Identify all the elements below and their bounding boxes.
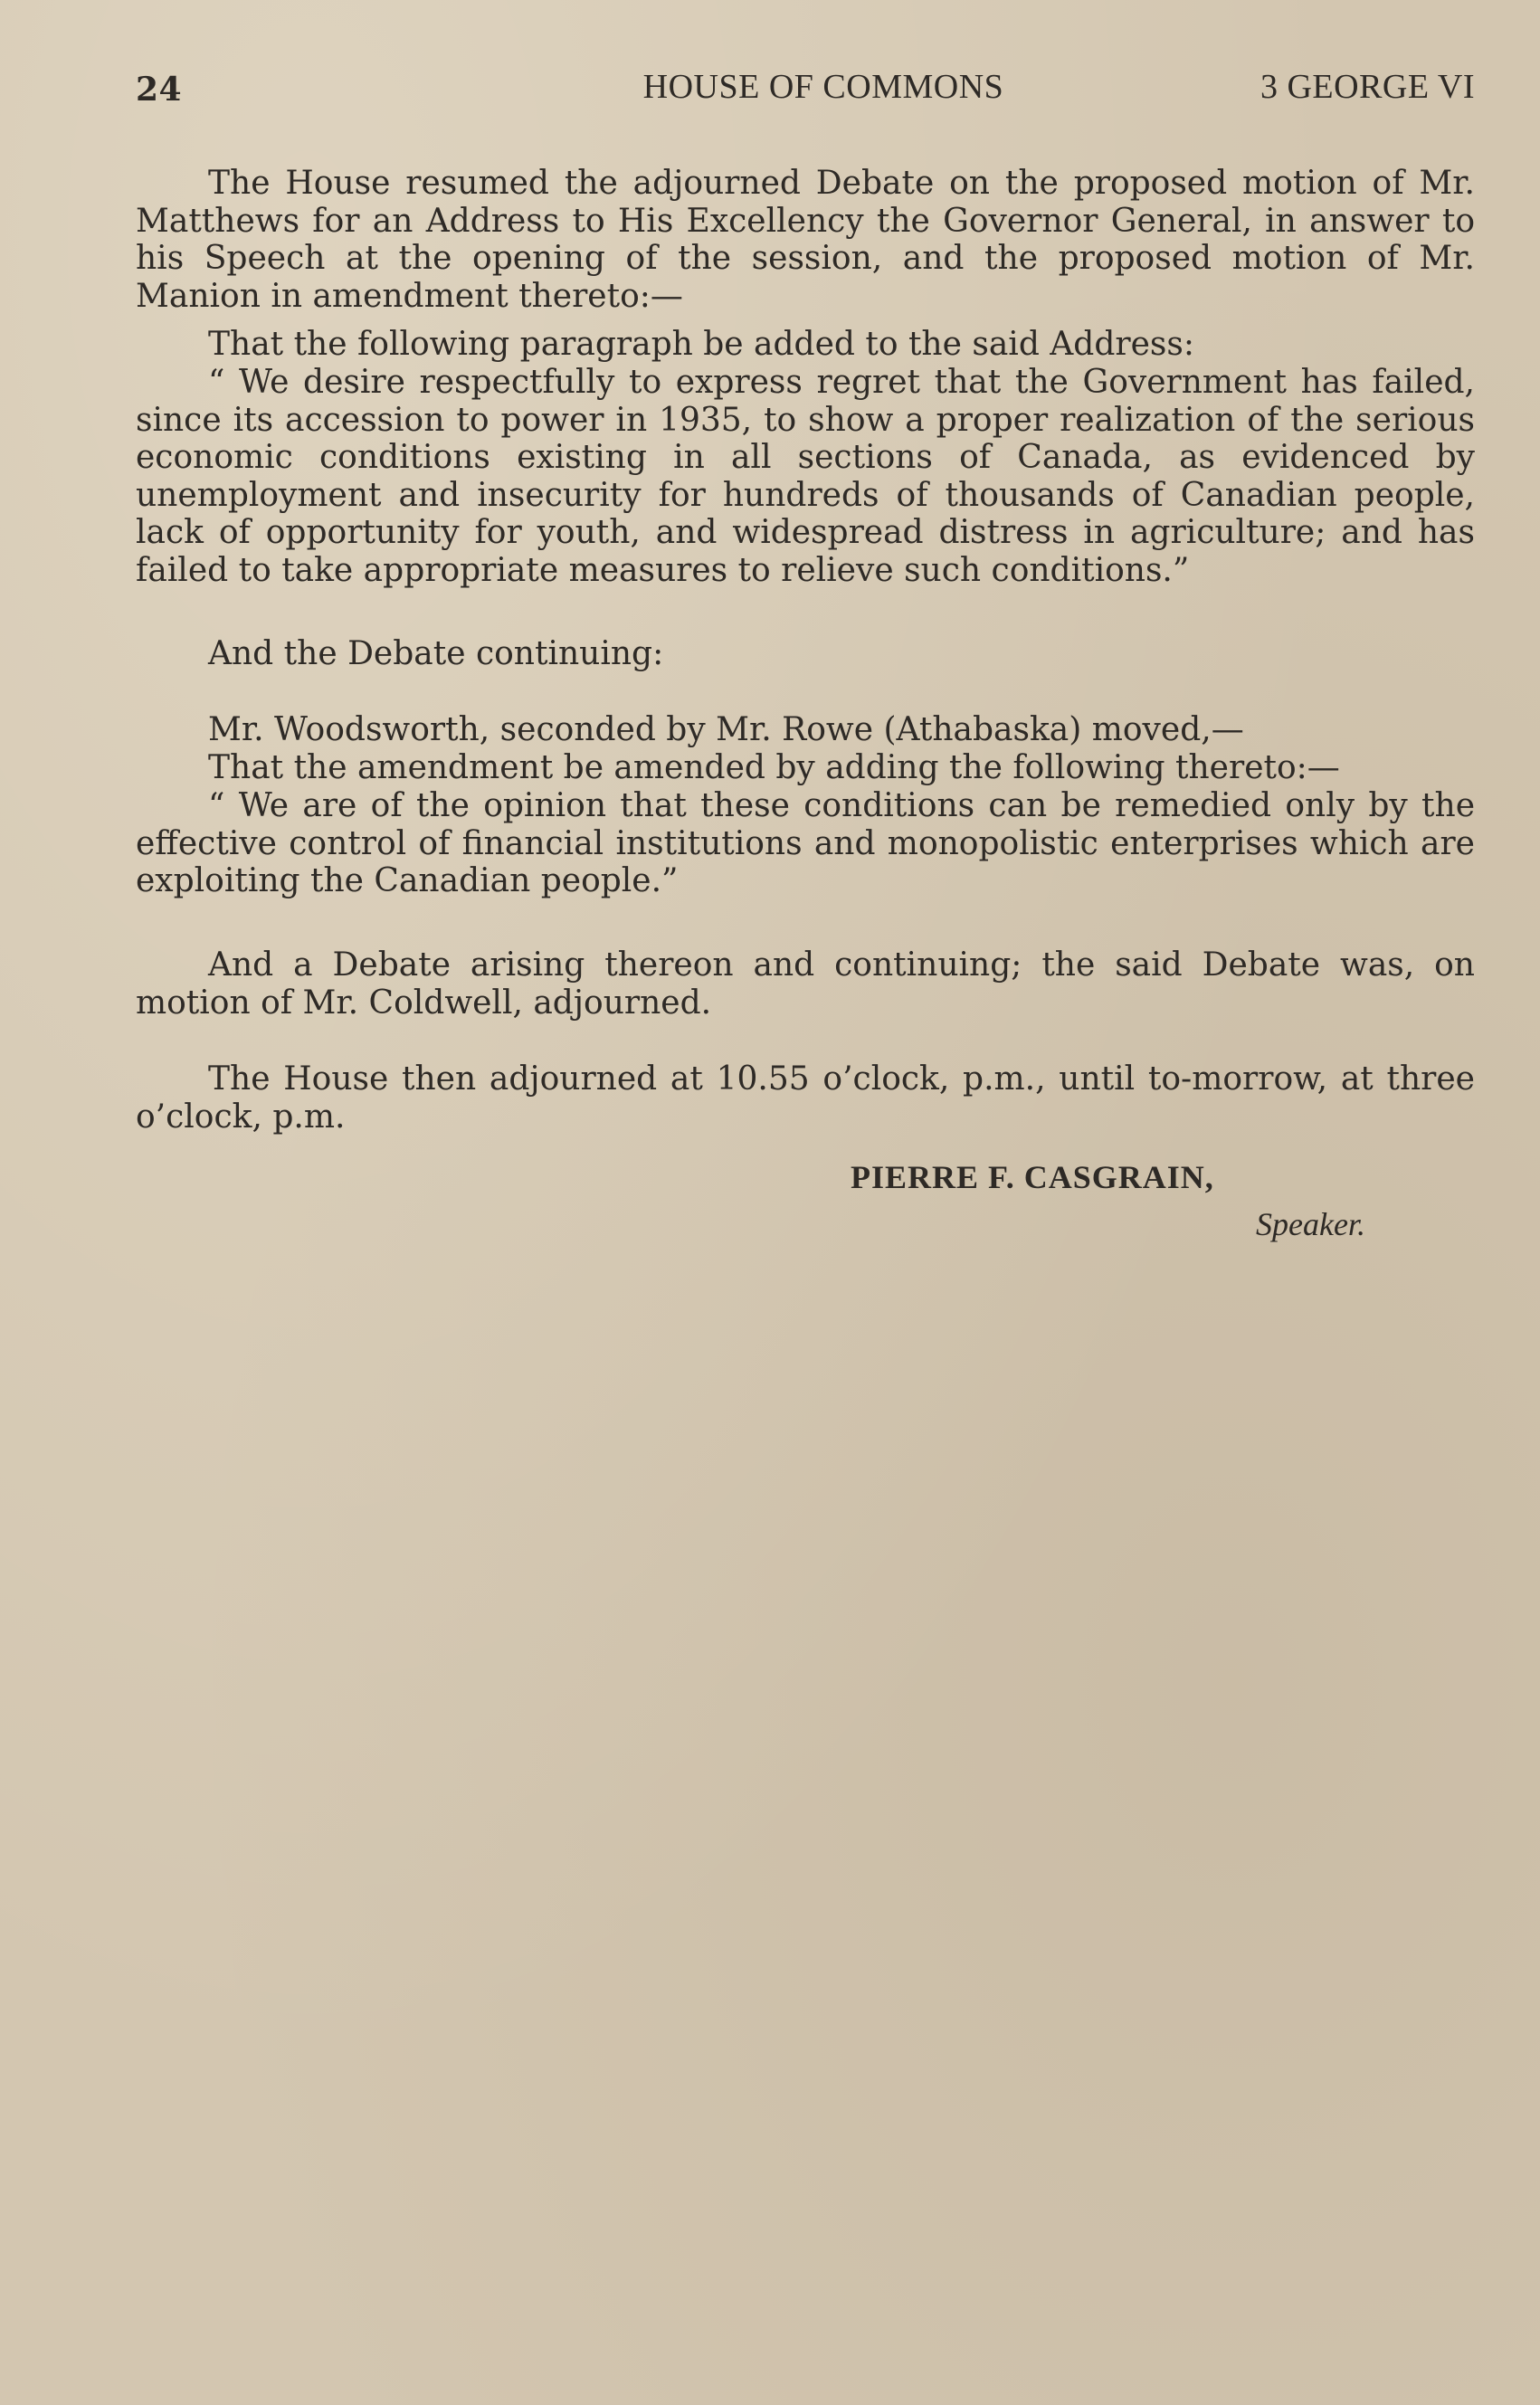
paragraph-quoted-amendment: “ We desire respectfully to express regret that the Government has failed, since its accession to power in 1935, to show a proper realization of the serious economic conditions existing in all sections of Canada, as evidenced by unemployment and insecurity for hundreds of thousands of Canadian people, lack of opportunity for youth, and widespread distress in agriculture; and has failed to take appropriate measures to relieve such conditions.” xyxy=(136,364,1475,589)
speaker-name: PIERRE F. CASGRAIN, xyxy=(851,1159,1214,1195)
paragraph-house-adjourned: The House then adjourned at 10.55 o’clock, p.m., until to-morrow, at three o’clock, p.m. xyxy=(136,1060,1475,1136)
paragraph-debate-adjourned: And a Debate arising thereon and continuing; the said Debate was, on motion of Mr. Coldwell, adjourned. xyxy=(136,946,1475,1022)
page-number: 24 xyxy=(136,71,183,109)
paragraph-woodsworth-motion: Mr. Woodsworth, seconded by Mr. Rowe (Athabaska) moved,— xyxy=(208,711,1244,748)
header-session: 3 GEORGE VI xyxy=(1260,68,1475,106)
paragraph-quoted-subamendment: “ We are of the opinion that these conditions can be remedied only by the effective control of financial institutions and monopolistic enterprises which are exploiting the Canadian people.” xyxy=(136,787,1475,899)
running-header xyxy=(136,63,1475,114)
paragraph-resumed-debate: The House resumed the adjourned Debate on the proposed motion of Mr. Matthews for an Address to His Excellency the Governor General, in answer to his Speech at the opening of the session, and the proposed motion of Mr. Manion in amendment thereto:— xyxy=(136,165,1475,315)
paragraph-following-paragraph: That the following paragraph be added to the said Address: xyxy=(208,326,1194,363)
paragraph-debate-continuing: And the Debate continuing: xyxy=(208,635,664,672)
header-title: HOUSE OF COMMONS xyxy=(642,68,1004,106)
speaker-title: Speaker. xyxy=(1256,1206,1365,1242)
document-page xyxy=(136,63,1475,1242)
paragraph-amendment-amended: That the amendment be amended by adding the following thereto:— xyxy=(208,749,1340,786)
